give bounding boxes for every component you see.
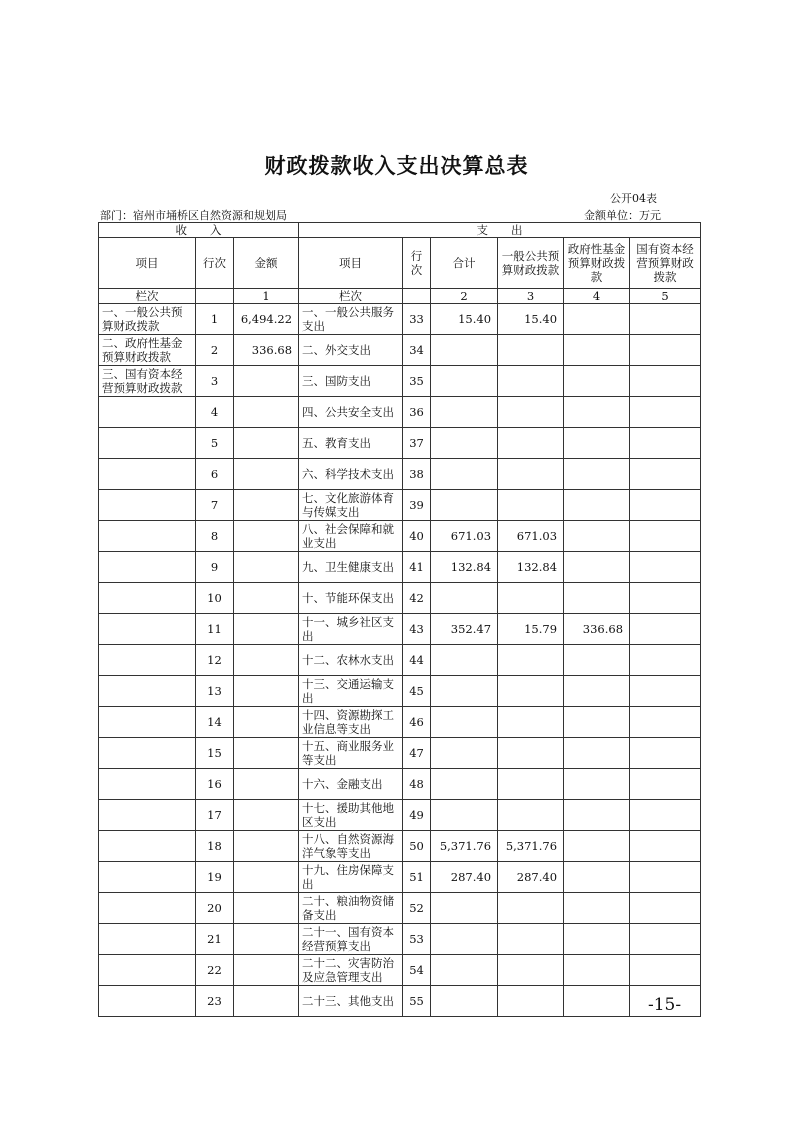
expense-capital-cell <box>630 955 701 986</box>
expense-fund-cell <box>564 552 630 583</box>
expense-item-cell: 九、卫生健康支出 <box>299 552 403 583</box>
expense-line-cell: 39 <box>403 490 431 521</box>
expense-item-cell: 二十一、国有资本经营预算支出 <box>299 924 403 955</box>
col-income-line: 行次 <box>196 238 234 289</box>
expense-general-cell <box>498 769 564 800</box>
expense-item-cell: 十四、资源勘探工业信息等支出 <box>299 707 403 738</box>
expense-total-cell <box>431 583 498 614</box>
col-income-item: 项目 <box>99 238 196 289</box>
income-amount-cell <box>234 428 299 459</box>
expense-line-cell: 37 <box>403 428 431 459</box>
income-amount-cell: 6,494.22 <box>234 304 299 335</box>
expense-line-cell: 49 <box>403 800 431 831</box>
table-row <box>99 521 701 552</box>
expense-total-cell <box>431 955 498 986</box>
expense-item-cell: 十八、自然资源海洋气象等支出 <box>299 831 403 862</box>
expense-item-cell: 八、社会保障和就业支出 <box>299 521 403 552</box>
income-line-cell: 10 <box>196 583 234 614</box>
table-row <box>99 397 701 428</box>
expense-item-cell: 十一、城乡社区支出 <box>299 614 403 645</box>
expense-item-cell: 三、国防支出 <box>299 366 403 397</box>
expense-capital-cell <box>630 366 701 397</box>
expense-capital-cell <box>630 738 701 769</box>
col-index-label: 栏次 <box>99 289 196 304</box>
expense-line-cell: 36 <box>403 397 431 428</box>
table-row <box>99 800 701 831</box>
expense-general-cell <box>498 707 564 738</box>
col-fund-budget: 政府性基金预算财政拨款 <box>564 238 630 289</box>
income-amount-cell <box>234 955 299 986</box>
expense-line-cell: 46 <box>403 707 431 738</box>
col-capital-budget: 国有资本经营预算财政拨款 <box>630 238 701 289</box>
expense-line-cell: 35 <box>403 366 431 397</box>
table-row <box>99 769 701 800</box>
income-amount-cell <box>234 366 299 397</box>
expense-item-cell: 二、外交支出 <box>299 335 403 366</box>
expense-total-cell: 132.84 <box>431 552 498 583</box>
income-line-cell: 6 <box>196 459 234 490</box>
expense-item-cell: 二十、粮油物资储备支出 <box>299 893 403 924</box>
income-amount-cell <box>234 738 299 769</box>
expense-capital-cell <box>630 521 701 552</box>
income-item-cell <box>99 738 196 769</box>
expense-general-cell <box>498 335 564 366</box>
expense-total-cell <box>431 800 498 831</box>
expense-total-cell <box>431 924 498 955</box>
expense-line-cell: 41 <box>403 552 431 583</box>
income-item-cell: 二、政府性基金预算财政拨款 <box>99 335 196 366</box>
income-line-cell: 14 <box>196 707 234 738</box>
col-expense-item: 项目 <box>299 238 403 289</box>
table-row <box>99 707 701 738</box>
expense-general-cell <box>498 490 564 521</box>
page-number: -15- <box>648 995 682 1015</box>
expense-capital-cell <box>630 614 701 645</box>
col-index-empty-2 <box>403 289 431 304</box>
income-amount-cell <box>234 676 299 707</box>
col-index-label-2: 栏次 <box>299 289 403 304</box>
expense-total-cell <box>431 335 498 366</box>
expense-capital-cell <box>630 707 701 738</box>
expense-total-cell <box>431 738 498 769</box>
table-row <box>99 862 701 893</box>
expense-general-cell <box>498 893 564 924</box>
income-item-cell <box>99 707 196 738</box>
income-item-cell: 三、国有资本经营预算财政拨款 <box>99 366 196 397</box>
expense-fund-cell <box>564 738 630 769</box>
expense-line-cell: 55 <box>403 986 431 1017</box>
income-item-cell <box>99 490 196 521</box>
income-line-cell: 1 <box>196 304 234 335</box>
expense-general-cell: 132.84 <box>498 552 564 583</box>
income-line-cell: 16 <box>196 769 234 800</box>
income-item-cell <box>99 924 196 955</box>
expense-fund-cell <box>564 986 630 1017</box>
expense-fund-cell <box>564 521 630 552</box>
expense-fund-cell <box>564 583 630 614</box>
expense-line-cell: 52 <box>403 893 431 924</box>
income-amount-cell <box>234 769 299 800</box>
col-general-budget: 一般公共预算财政拨款 <box>498 238 564 289</box>
expense-general-cell: 287.40 <box>498 862 564 893</box>
income-line-cell: 3 <box>196 366 234 397</box>
expense-total-cell: 5,371.76 <box>431 831 498 862</box>
income-amount-cell <box>234 924 299 955</box>
table-row <box>99 831 701 862</box>
expense-fund-cell <box>564 862 630 893</box>
expense-line-cell: 48 <box>403 769 431 800</box>
income-item-cell <box>99 800 196 831</box>
expense-general-cell <box>498 583 564 614</box>
expense-general-cell <box>498 800 564 831</box>
expense-item-cell: 四、公共安全支出 <box>299 397 403 428</box>
col-index-5: 5 <box>630 289 701 304</box>
table-row <box>99 614 701 645</box>
income-item-cell <box>99 645 196 676</box>
expense-fund-cell <box>564 955 630 986</box>
expense-capital-cell <box>630 397 701 428</box>
expense-line-cell: 45 <box>403 676 431 707</box>
expense-line-cell: 42 <box>403 583 431 614</box>
income-amount-cell <box>234 986 299 1017</box>
table-row <box>99 583 701 614</box>
income-line-cell: 13 <box>196 676 234 707</box>
department-label: 部门：宿州市埇桥区自然资源和规划局 <box>100 209 287 222</box>
col-index-4: 4 <box>564 289 630 304</box>
income-line-cell: 21 <box>196 924 234 955</box>
expense-fund-cell <box>564 490 630 521</box>
expense-general-cell: 671.03 <box>498 521 564 552</box>
expense-item-cell: 十五、商业服务业等支出 <box>299 738 403 769</box>
expense-fund-cell <box>564 366 630 397</box>
expense-capital-cell <box>630 893 701 924</box>
income-line-cell: 9 <box>196 552 234 583</box>
expense-total-cell <box>431 707 498 738</box>
expense-total-cell <box>431 366 498 397</box>
expense-item-cell: 一、一般公共服务支出 <box>299 304 403 335</box>
expense-capital-cell <box>630 552 701 583</box>
table-row <box>99 955 701 986</box>
unit-label: 金额单位：万元 <box>584 209 661 222</box>
income-item-cell <box>99 831 196 862</box>
income-amount-cell <box>234 862 299 893</box>
table-row <box>99 459 701 490</box>
income-amount-cell <box>234 521 299 552</box>
income-amount-cell <box>234 645 299 676</box>
expense-header: 支 出 <box>299 223 701 238</box>
table-row <box>99 676 701 707</box>
expense-fund-cell <box>564 800 630 831</box>
income-amount-cell <box>234 490 299 521</box>
income-line-cell: 4 <box>196 397 234 428</box>
income-line-cell: 7 <box>196 490 234 521</box>
table-row <box>99 366 701 397</box>
expense-fund-cell: 336.68 <box>564 614 630 645</box>
budget-table <box>98 222 701 1017</box>
expense-item-cell: 五、教育支出 <box>299 428 403 459</box>
income-line-cell: 8 <box>196 521 234 552</box>
expense-item-cell: 十七、援助其他地区支出 <box>299 800 403 831</box>
expense-fund-cell <box>564 769 630 800</box>
expense-item-cell: 十、节能环保支出 <box>299 583 403 614</box>
income-item-cell <box>99 986 196 1017</box>
income-item-cell <box>99 428 196 459</box>
table-row <box>99 490 701 521</box>
income-amount-cell: 336.68 <box>234 335 299 366</box>
table-row <box>99 645 701 676</box>
expense-capital-cell <box>630 831 701 862</box>
expense-capital-cell <box>630 490 701 521</box>
expense-total-cell <box>431 397 498 428</box>
expense-fund-cell <box>564 397 630 428</box>
expense-item-cell: 二十二、灾害防治及应急管理支出 <box>299 955 403 986</box>
expense-line-cell: 54 <box>403 955 431 986</box>
income-line-cell: 12 <box>196 645 234 676</box>
expense-total-cell <box>431 769 498 800</box>
income-amount-cell <box>234 459 299 490</box>
expense-line-cell: 33 <box>403 304 431 335</box>
expense-capital-cell <box>630 676 701 707</box>
page-title: 财政拨款收入支出决算总表 <box>264 153 529 178</box>
expense-total-cell <box>431 459 498 490</box>
income-amount-cell <box>234 707 299 738</box>
expense-total-cell: 287.40 <box>431 862 498 893</box>
expense-total-cell: 15.40 <box>431 304 498 335</box>
expense-total-cell <box>431 986 498 1017</box>
expense-item-cell: 十二、农林水支出 <box>299 645 403 676</box>
income-line-cell: 15 <box>196 738 234 769</box>
expense-capital-cell <box>630 769 701 800</box>
expense-fund-cell <box>564 924 630 955</box>
income-amount-cell <box>234 831 299 862</box>
expense-total-cell <box>431 645 498 676</box>
expense-item-cell: 二十三、其他支出 <box>299 986 403 1017</box>
table-row <box>99 428 701 459</box>
income-item-cell <box>99 893 196 924</box>
expense-total-cell: 671.03 <box>431 521 498 552</box>
col-index-2: 2 <box>431 289 498 304</box>
table-row <box>99 552 701 583</box>
expense-fund-cell <box>564 428 630 459</box>
income-item-cell <box>99 769 196 800</box>
income-item-cell <box>99 614 196 645</box>
income-line-cell: 19 <box>196 862 234 893</box>
expense-line-cell: 53 <box>403 924 431 955</box>
income-amount-cell <box>234 614 299 645</box>
income-line-cell: 5 <box>196 428 234 459</box>
expense-fund-cell <box>564 335 630 366</box>
income-item-cell <box>99 955 196 986</box>
income-header: 收 入 <box>99 223 299 238</box>
income-item-cell <box>99 552 196 583</box>
income-item-cell <box>99 397 196 428</box>
expense-capital-cell <box>630 645 701 676</box>
table-row <box>99 924 701 955</box>
expense-general-cell <box>498 986 564 1017</box>
expense-general-cell <box>498 397 564 428</box>
expense-general-cell: 15.40 <box>498 304 564 335</box>
expense-fund-cell <box>564 459 630 490</box>
expense-capital-cell <box>630 304 701 335</box>
expense-general-cell <box>498 676 564 707</box>
expense-general-cell <box>498 428 564 459</box>
expense-item-cell: 七、文化旅游体育与传媒支出 <box>299 490 403 521</box>
expense-fund-cell <box>564 831 630 862</box>
expense-general-cell <box>498 645 564 676</box>
col-index-1: 1 <box>234 289 299 304</box>
expense-capital-cell <box>630 924 701 955</box>
expense-general-cell <box>498 924 564 955</box>
table-row <box>99 738 701 769</box>
income-item-cell <box>99 521 196 552</box>
expense-general-cell <box>498 955 564 986</box>
expense-fund-cell <box>564 645 630 676</box>
expense-general-cell <box>498 738 564 769</box>
income-line-cell: 23 <box>196 986 234 1017</box>
expense-total-cell <box>431 490 498 521</box>
expense-fund-cell <box>564 304 630 335</box>
expense-item-cell: 六、科学技术支出 <box>299 459 403 490</box>
expense-fund-cell <box>564 893 630 924</box>
income-item-cell <box>99 459 196 490</box>
income-amount-cell <box>234 800 299 831</box>
income-line-cell: 18 <box>196 831 234 862</box>
income-amount-cell <box>234 893 299 924</box>
expense-line-cell: 51 <box>403 862 431 893</box>
table-row <box>99 335 701 366</box>
income-amount-cell <box>234 552 299 583</box>
expense-capital-cell <box>630 335 701 366</box>
income-line-cell: 11 <box>196 614 234 645</box>
income-line-cell: 2 <box>196 335 234 366</box>
table-row <box>99 304 701 335</box>
expense-line-cell: 50 <box>403 831 431 862</box>
col-index-3: 3 <box>498 289 564 304</box>
income-amount-cell <box>234 583 299 614</box>
table-row <box>99 986 701 1017</box>
expense-line-cell: 47 <box>403 738 431 769</box>
col-expense-line: 行次 <box>403 238 431 289</box>
col-total: 合计 <box>431 238 498 289</box>
expense-general-cell: 15.79 <box>498 614 564 645</box>
expense-fund-cell <box>564 676 630 707</box>
expense-capital-cell <box>630 459 701 490</box>
expense-total-cell <box>431 893 498 924</box>
expense-total-cell <box>431 676 498 707</box>
expense-line-cell: 44 <box>403 645 431 676</box>
form-number: 公开04表 <box>610 192 657 205</box>
expense-line-cell: 43 <box>403 614 431 645</box>
expense-line-cell: 38 <box>403 459 431 490</box>
expense-total-cell: 352.47 <box>431 614 498 645</box>
expense-general-cell: 5,371.76 <box>498 831 564 862</box>
expense-capital-cell <box>630 862 701 893</box>
income-line-cell: 22 <box>196 955 234 986</box>
expense-item-cell: 十九、住房保障支出 <box>299 862 403 893</box>
expense-capital-cell <box>630 800 701 831</box>
expense-item-cell: 十六、金融支出 <box>299 769 403 800</box>
expense-capital-cell <box>630 428 701 459</box>
expense-capital-cell <box>630 583 701 614</box>
income-item-cell <box>99 676 196 707</box>
income-line-cell: 20 <box>196 893 234 924</box>
expense-fund-cell <box>564 707 630 738</box>
expense-line-cell: 34 <box>403 335 431 366</box>
income-amount-cell <box>234 397 299 428</box>
expense-line-cell: 40 <box>403 521 431 552</box>
expense-general-cell <box>498 366 564 397</box>
income-item-cell <box>99 583 196 614</box>
income-line-cell: 17 <box>196 800 234 831</box>
col-income-amount: 金额 <box>234 238 299 289</box>
income-item-cell: 一、一般公共预算财政拨款 <box>99 304 196 335</box>
expense-general-cell <box>498 459 564 490</box>
expense-total-cell <box>431 428 498 459</box>
col-index-empty <box>196 289 234 304</box>
table-row <box>99 893 701 924</box>
income-item-cell <box>99 862 196 893</box>
expense-item-cell: 十三、交通运输支出 <box>299 676 403 707</box>
